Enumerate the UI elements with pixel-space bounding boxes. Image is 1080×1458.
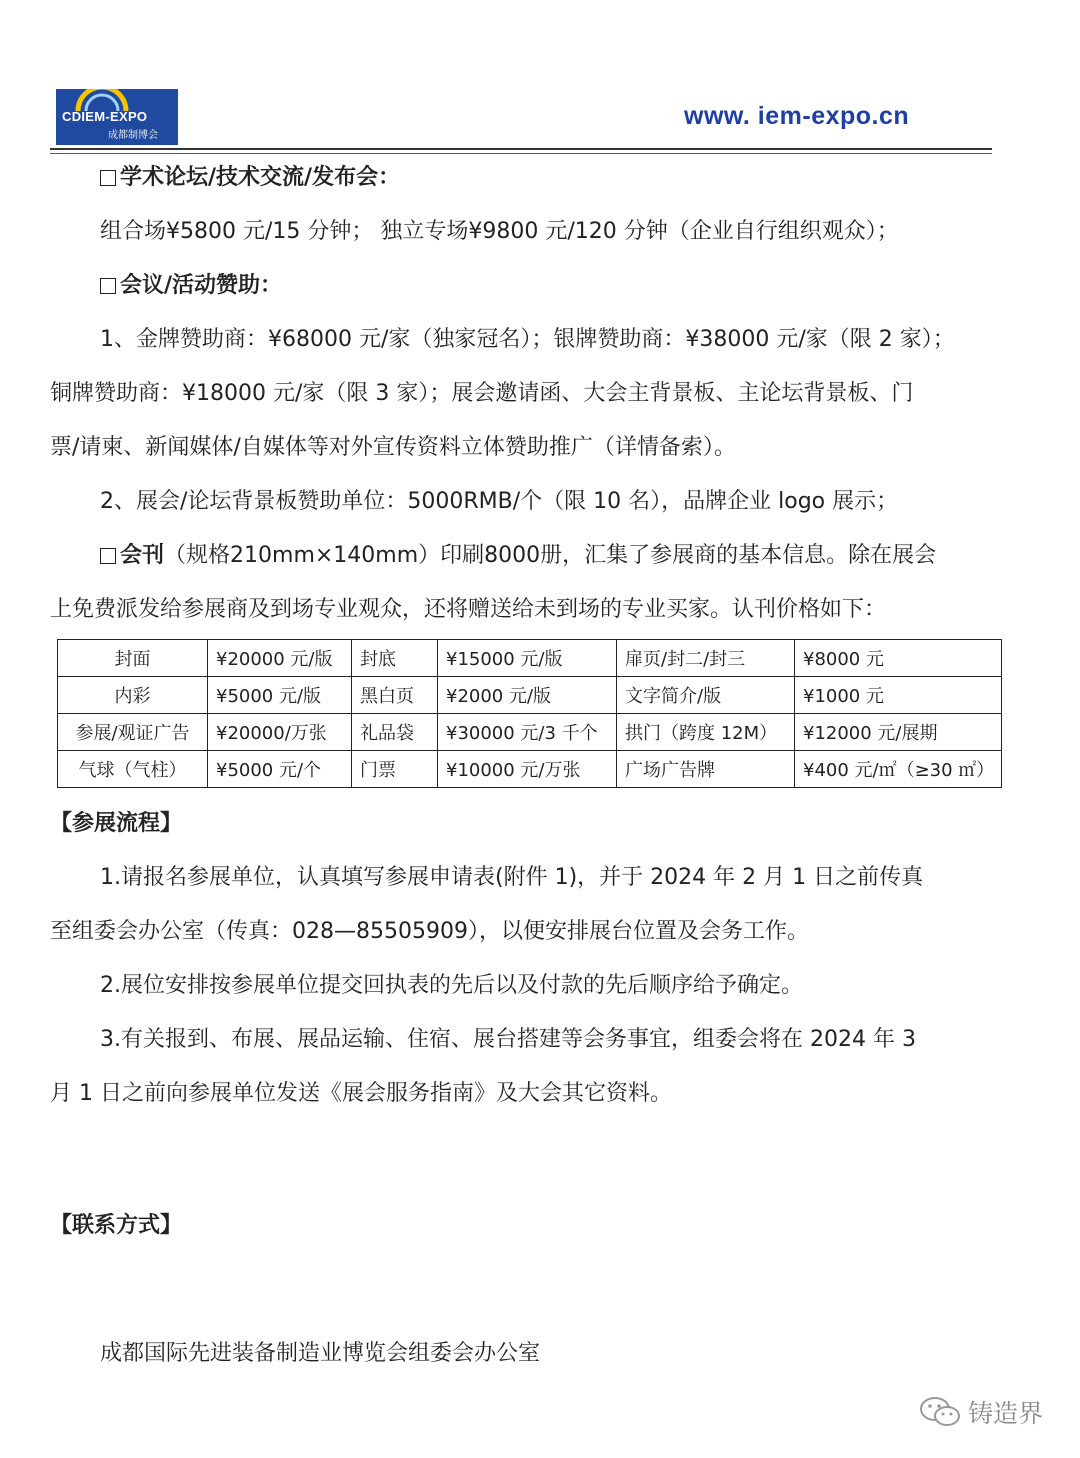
table-cell: 文字简介/版 — [617, 677, 795, 714]
process-heading: 【参展流程】 — [50, 811, 183, 836]
table-cell: 门票 — [352, 751, 438, 788]
forum-pricing-text: 组合场¥5800 元/15 分钟； 独立专场¥9800 元/120 分钟（企业自行组织观众）； — [100, 219, 899, 244]
process-item-3-line-2: 月 1 日之前向参展单位发送《展会服务指南》及大会其它资料。 — [50, 1081, 672, 1106]
watermark — [918, 1392, 1043, 1432]
table-cell: 封底 — [352, 640, 438, 677]
table-cell: ¥12000 元/展期 — [795, 714, 1002, 751]
logo-subtext: 成都制博会 — [108, 130, 158, 141]
table-cell: 礼品袋 — [352, 714, 438, 751]
pricing-table — [57, 639, 1002, 788]
checkbox-icon — [100, 170, 116, 186]
table-cell: 黑白页 — [352, 677, 438, 714]
table-cell: 扉页/封二/封三 — [617, 640, 795, 677]
header-url-link[interactable]: www. iem-expo.cn — [684, 102, 910, 130]
table-cell: 内彩 — [58, 677, 208, 714]
table-cell: ¥8000 元 — [795, 640, 1002, 677]
magazine-heading: 会刊 — [120, 543, 165, 568]
table-cell: ¥15000 元/版 — [438, 640, 617, 677]
sponsor-text-line-2: 铜牌赞助商：¥18000 元/家（限 3 家）；展会邀请函、大会主背景板、主论坛背景板、门 — [50, 381, 914, 406]
table-cell: 广场广告牌 — [617, 751, 795, 788]
table-cell: ¥5000 元/版 — [208, 677, 352, 714]
sponsor-heading: 会议/活动赞助： — [100, 268, 282, 299]
table-cell: ¥10000 元/万张 — [438, 751, 617, 788]
table-cell: ¥20000 元/版 — [208, 640, 352, 677]
logo-text: CDIEM-EXPO — [62, 109, 148, 124]
table-cell: 拱门（跨度 12M） — [617, 714, 795, 751]
table-cell: 参展/观证广告 — [58, 714, 208, 751]
sponsor-text-line-3: 票/请柬、新闻媒体/自媒体等对外宣传资料立体赞助推广（详情备索）。 — [50, 435, 736, 460]
sponsor-text-line-1: 1、金牌赞助商：¥68000 元/家（独家冠名）；银牌赞助商：¥38000 元/家（限 2 家）； — [100, 327, 955, 352]
table-cell: 气球（气柱） — [58, 751, 208, 788]
process-item-2: 2.展位安排按参展单位提交回执表的先后以及付款的先后顺序给予确定。 — [100, 973, 803, 998]
checkbox-icon — [100, 278, 116, 294]
table-row — [58, 677, 1002, 714]
table-cell: ¥1000 元 — [795, 677, 1002, 714]
watermark-text: 铸造界 — [968, 1399, 1044, 1428]
checkbox-icon — [100, 548, 116, 564]
table-row — [58, 714, 1002, 751]
header-divider — [50, 148, 992, 150]
process-item-1-line-1: 1.请报名参展单位，认真填写参展申请表(附件 1)，并于 2024 年 2 月 1 日之前传真 — [100, 865, 924, 890]
process-item-3-line-1: 3.有关报到、布展、展品运输、住宿、展台搭建等会务事宜，组委会将在 2024 年 3 — [100, 1027, 916, 1052]
header-divider-thin — [50, 153, 992, 154]
table-row — [58, 640, 1002, 677]
table-cell: 封面 — [58, 640, 208, 677]
table-row — [58, 751, 1002, 788]
contact-organization: 成都国际先进装备制造业博览会组委会办公室 — [100, 1341, 541, 1366]
process-item-1-line-2: 至组委会办公室（传真：028—85505909），以便安排展台位置及会务工作。 — [50, 919, 809, 944]
contact-heading: 【联系方式】 — [50, 1213, 183, 1238]
magazine-text-line-1: 会刊（规格210mm×140mm）印刷8000册，汇集了参展商的基本信息。除在展会 — [100, 538, 936, 569]
sponsor-text-line-4: 2、展会/论坛背景板赞助单位：5000RMB/个（限 10 名），品牌企业 logo 展示； — [100, 489, 899, 514]
magazine-text-line-2: 上免费派发给参展商及到场专业观众，还将赠送给未到场的专业买家。认刊价格如下： — [50, 597, 887, 622]
wechat-icon — [918, 1395, 962, 1429]
table-cell: ¥30000 元/3 千个 — [438, 714, 617, 751]
table-cell: ¥2000 元/版 — [438, 677, 617, 714]
table-cell: ¥5000 元/个 — [208, 751, 352, 788]
expo-logo — [56, 89, 178, 145]
table-cell: ¥20000/万张 — [208, 714, 352, 751]
table-cell: ¥400 元/㎡（≥30 ㎡） — [795, 751, 1002, 788]
forum-heading: 学术论坛/技术交流/发布会： — [100, 160, 400, 191]
